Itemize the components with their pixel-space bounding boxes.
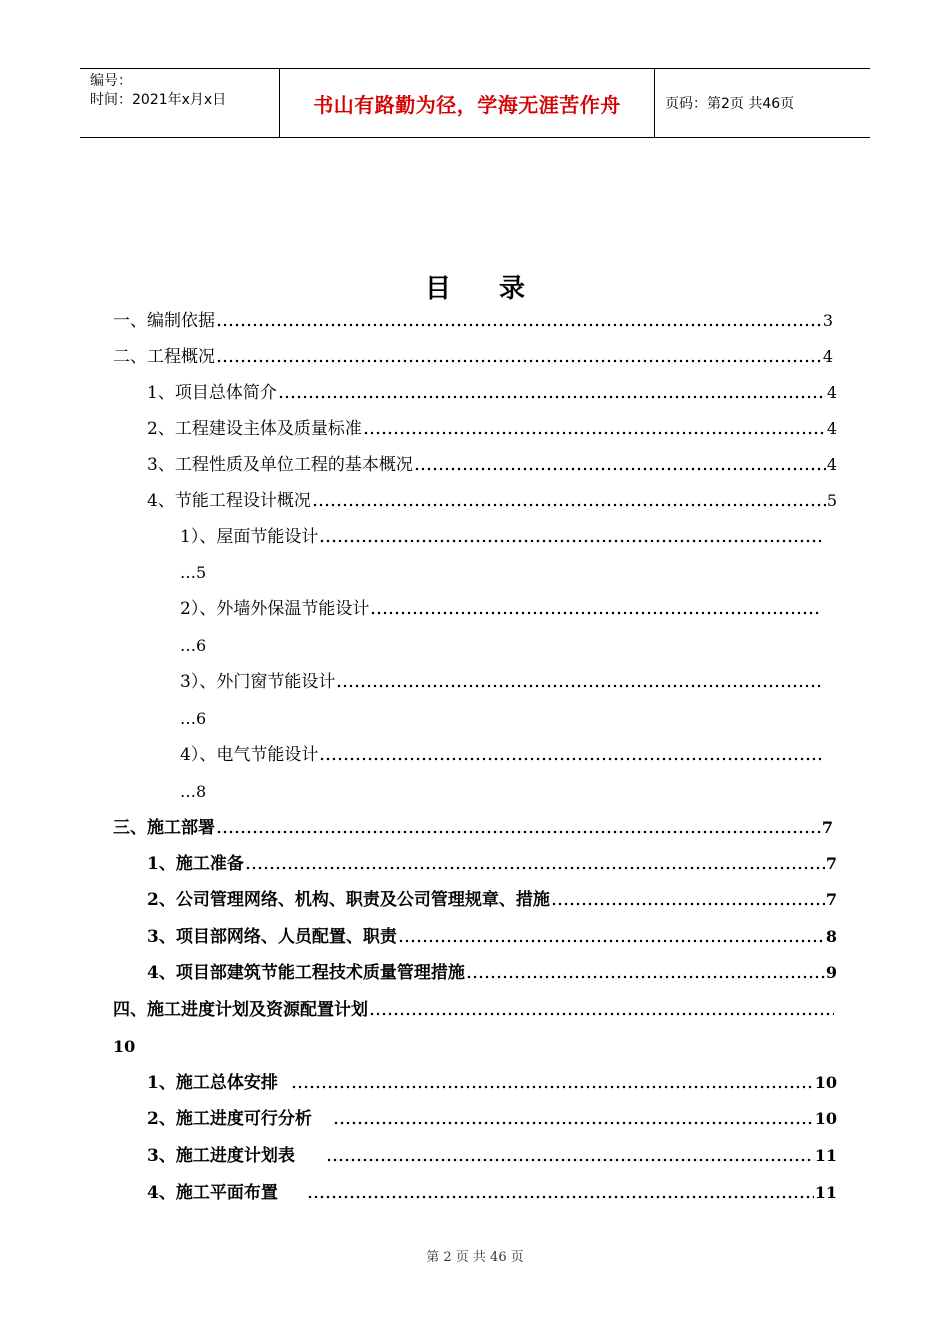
toc-entry-wrap <box>180 634 280 658</box>
toc-entry-label: 4、项目部建筑节能工程技术质量管理措施 <box>147 963 465 983</box>
toc-entry[interactable] <box>113 998 835 1022</box>
toc-leader <box>216 816 821 840</box>
toc-entry[interactable] <box>147 961 837 985</box>
toc-leader <box>278 381 826 405</box>
header-page-info: 页码：第2页 共46页 <box>665 96 795 112</box>
toc-leader <box>312 489 826 513</box>
toc-entry-label: 4）、电气节能设计 <box>180 745 319 765</box>
toc-entry-label: 2、工程建设主体及质量标准 <box>147 419 362 439</box>
toc-leader <box>326 1144 814 1168</box>
toc-leader <box>333 1107 814 1131</box>
toc-leader <box>466 961 825 985</box>
toc-entry-label: 三、施工部署 <box>113 818 215 838</box>
toc-entry-page: 10 <box>814 1109 837 1128</box>
toc-entry-page: 4 <box>822 347 833 366</box>
toc-leader <box>216 345 822 369</box>
toc-entry[interactable] <box>147 453 837 477</box>
toc-entry-page: …8 <box>180 782 207 801</box>
toc-entry-page: …5 <box>180 563 207 582</box>
toc-entry-wrap <box>180 561 280 585</box>
toc-entry[interactable] <box>147 381 837 405</box>
number-label: 编号： <box>90 73 132 89</box>
toc-entry-label: 四、施工进度计划及资源配置计划 <box>113 1000 368 1020</box>
toc-entry[interactable] <box>147 1071 837 1095</box>
toc-entry[interactable] <box>147 852 837 876</box>
toc-entry-page: 7 <box>825 890 837 909</box>
toc-entry-page: 4 <box>826 419 837 438</box>
toc-leader <box>398 925 825 949</box>
toc-entry-wrap <box>113 1035 213 1059</box>
toc-entry-page: …6 <box>180 709 207 728</box>
toc-entry-label: 3、工程性质及单位工程的基本概况 <box>147 455 413 475</box>
toc-entry-page: 5 <box>826 491 837 510</box>
page-header <box>80 68 870 138</box>
toc-leader <box>307 1181 814 1205</box>
toc-leader <box>319 743 821 767</box>
toc-leader <box>369 998 834 1022</box>
toc-entry-page: 4 <box>826 383 837 402</box>
toc-entry-page: 7 <box>821 818 833 837</box>
toc-entry[interactable] <box>180 597 822 621</box>
toc-entry-page: 4 <box>826 455 837 474</box>
toc-entry[interactable] <box>180 525 822 549</box>
toc-leader <box>245 852 825 876</box>
toc-leader <box>336 670 821 694</box>
toc-leader <box>551 888 825 912</box>
toc-entry-label: 3）、外门窗节能设计 <box>180 672 336 692</box>
toc-entry[interactable] <box>147 1107 837 1131</box>
toc-leader <box>414 453 826 477</box>
toc-entry[interactable] <box>147 888 837 912</box>
header-meta <box>80 69 280 137</box>
toc-entry-label: 二、工程概况 <box>113 347 215 367</box>
header-motto: 书山有路勤为径，学海无涯苦作舟 <box>280 69 655 137</box>
toc-entry-page: 9 <box>825 963 837 982</box>
toc-entry[interactable] <box>180 743 822 767</box>
toc-entry-label: 1、施工总体安排 <box>147 1073 278 1093</box>
toc-entry-page: 8 <box>825 927 837 946</box>
toc-title-part-b: 录 <box>499 274 526 304</box>
toc-entry-label: 4、施工平面布置 <box>147 1183 278 1203</box>
toc-entry-label: 4、节能工程设计概况 <box>147 491 311 511</box>
toc-entry-page: 11 <box>814 1146 837 1165</box>
toc-entry[interactable] <box>180 670 822 694</box>
toc-entry-page: 3 <box>822 311 833 330</box>
toc-entry-label: 2、施工进度可行分析 <box>147 1109 312 1129</box>
toc-entry[interactable] <box>147 925 837 949</box>
toc-entry-page: 7 <box>825 854 837 873</box>
toc-entry-label: 1）、屋面节能设计 <box>180 527 319 547</box>
toc-leader <box>363 417 826 441</box>
toc-entry-label: 2、公司管理网络、机构、职责及公司管理规章、措施 <box>147 890 550 910</box>
toc-entry-label: 3、项目部网络、人员配置、职责 <box>147 927 397 947</box>
toc-entry-label: 2）、外墙外保温节能设计 <box>180 599 370 619</box>
toc-entry[interactable] <box>147 1144 837 1168</box>
page-footer: 第 2 页 共 46 页 <box>426 1250 524 1265</box>
toc-entry[interactable] <box>147 417 837 441</box>
toc-entry[interactable] <box>147 489 837 513</box>
toc-entry[interactable] <box>113 345 833 369</box>
toc-entry-label: 一、编制依据 <box>113 311 215 331</box>
date-label: 时间：2021年x月x日 <box>90 92 227 108</box>
toc-entry-page: 11 <box>814 1183 837 1202</box>
toc-entry-page: 10 <box>814 1073 837 1092</box>
toc-entry-label: 3、施工进度计划表 <box>147 1146 295 1166</box>
toc-leader <box>291 1071 814 1095</box>
toc-title <box>0 268 950 305</box>
toc-entry[interactable] <box>113 816 833 840</box>
toc-entry-page: …6 <box>180 636 207 655</box>
toc-leader <box>216 309 822 333</box>
toc-entry-page: 10 <box>113 1037 136 1056</box>
toc-entry-label: 1、施工准备 <box>147 854 244 874</box>
toc-entry-wrap <box>180 707 280 731</box>
toc-title-part-a: 目 <box>424 274 451 304</box>
toc-entry[interactable] <box>113 309 833 333</box>
toc-entry-label: 1、项目总体简介 <box>147 383 277 403</box>
toc-leader <box>370 597 821 621</box>
toc-entry-wrap <box>180 780 280 804</box>
toc-leader <box>319 525 821 549</box>
toc-entry[interactable] <box>147 1181 837 1205</box>
